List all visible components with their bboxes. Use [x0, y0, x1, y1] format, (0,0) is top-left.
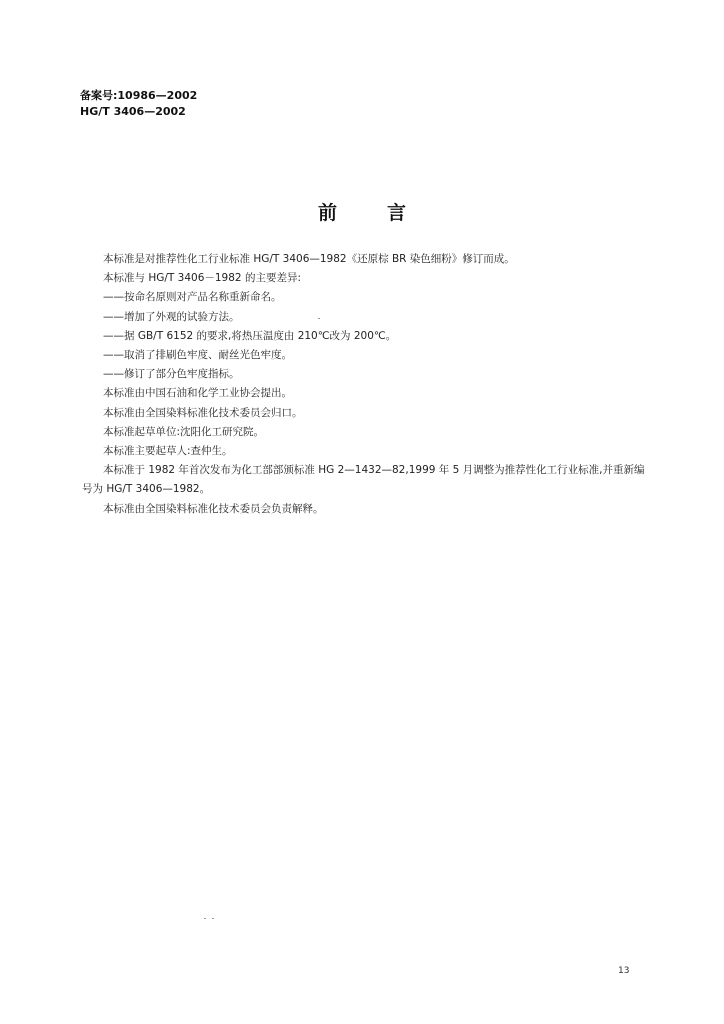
paragraph: 本标准由全国染料标准化技术委员会归口。 — [103, 406, 303, 419]
paragraph: 本标准起草单位:沈阳化工研究院。 — [103, 425, 265, 438]
scan-speck — [318, 318, 320, 319]
page-number: 13 — [618, 966, 630, 976]
paragraph: 本标准由中国石油和化学工业协会提出。 — [103, 387, 292, 400]
scan-speck — [212, 918, 214, 919]
paragraph: 本标准于 1982 年首次发布为化工部部颁标准 HG 2—1432—82,1999 年 5 月调整为推荐性化工行业标准,并重新编号为 HG/T 3406—1982。 — [82, 464, 645, 496]
list-item: ——据 GB/T 6152 的要求,将热压温度由 210℃改为 200℃。 — [103, 329, 397, 342]
paragraph: 本标准主要起草人:查仲生。 — [103, 445, 233, 458]
page-title: 前言 — [317, 202, 456, 224]
document-header — [80, 88, 197, 120]
paragraph: 本标准是对推荐性化工行业标准 HG/T 3406—1982《还原棕 BR 染色细粉》修订而成。 — [103, 253, 515, 265]
standard-code: HG/T 3406—2002 — [80, 105, 186, 118]
list-item: ——修订了部分色牢度指标。 — [103, 368, 240, 381]
list-item: ——增加了外观的试验方法。 — [103, 310, 240, 323]
list-item: ——取消了排刷色牢度、耐丝光色牢度。 — [103, 349, 292, 362]
record-number: 备案号:10986—2002 — [80, 89, 198, 102]
paragraph: 本标准与 HG/T 3406－1982 的主要差异: — [103, 272, 301, 285]
paragraph: 本标准由全国染料标准化技术委员会负责解释。 — [103, 502, 324, 515]
scan-speck — [204, 918, 206, 919]
foreword-body — [82, 250, 652, 519]
list-item: ——按命名原则对产品名称重新命名。 — [103, 291, 282, 304]
